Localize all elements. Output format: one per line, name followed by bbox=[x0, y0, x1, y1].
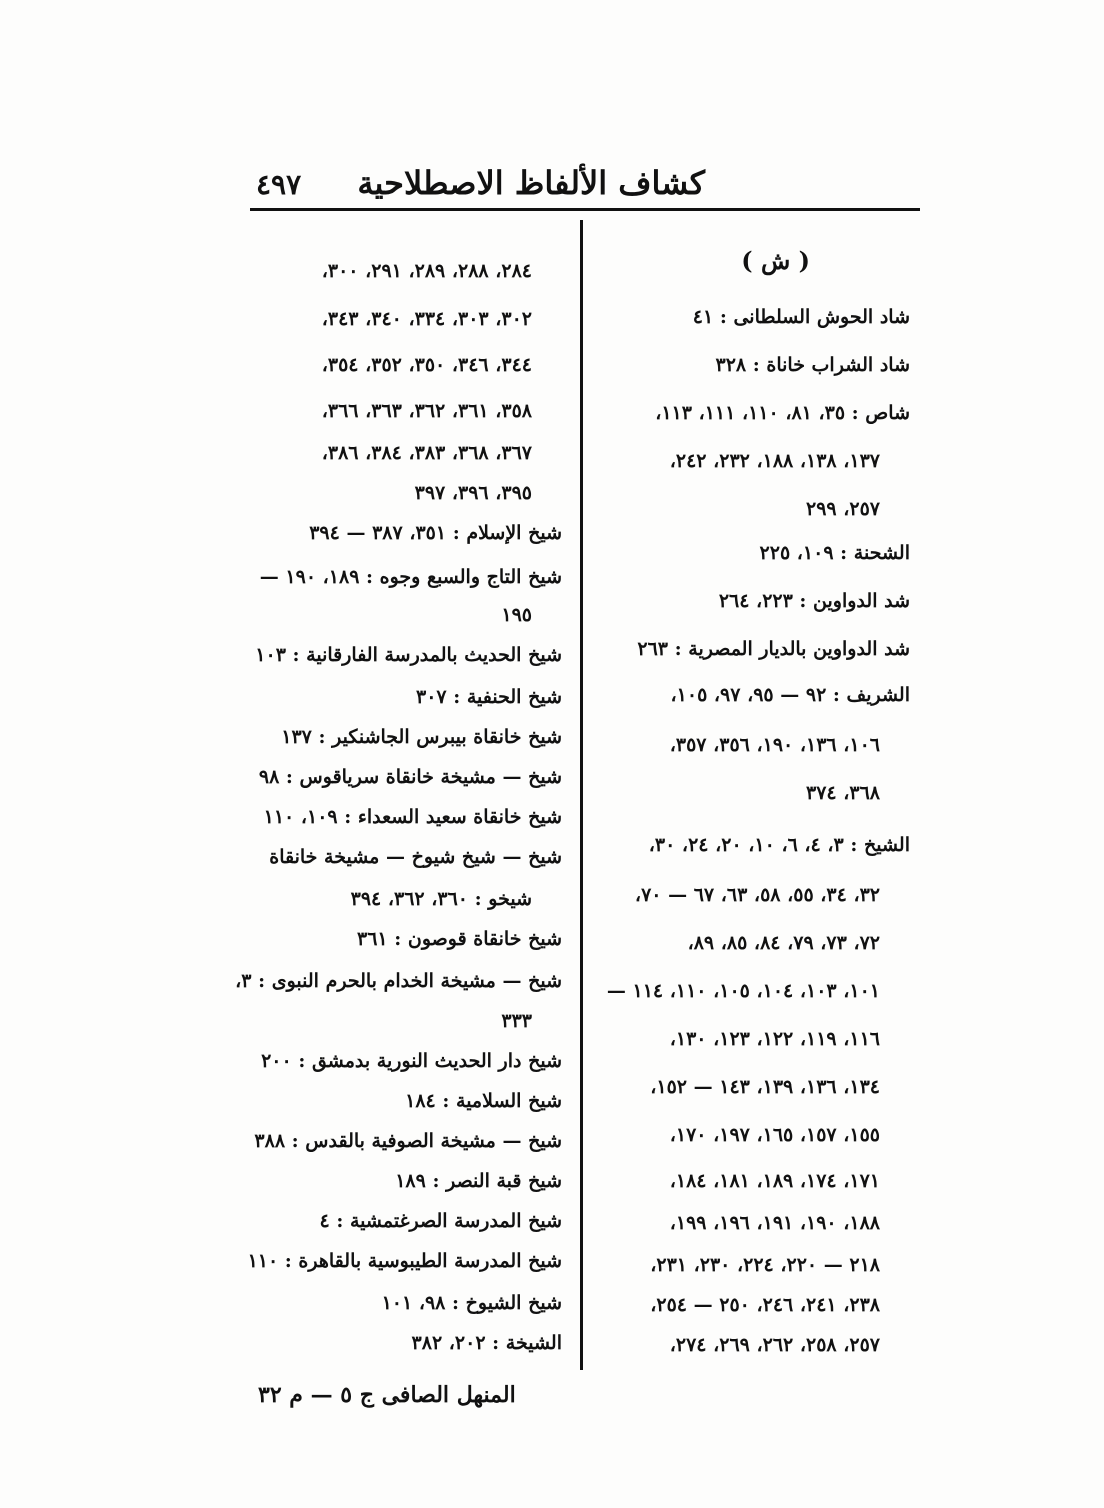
index-entry-continuation: ٣٢، ٣٤، ٥٥، ٥٨، ٦٣، ٦٧ — ٧٠، bbox=[634, 884, 880, 906]
index-entry-continuation: ٣٦٨، ٣٧٤ bbox=[806, 782, 880, 804]
index-entry-continuation: ٣٤٤، ٣٤٦، ٣٥٠، ٣٥٢، ٣٥٤، bbox=[321, 354, 532, 376]
index-entry: شيخ السلامية : ١٨٤ bbox=[405, 1090, 562, 1112]
page-number: ٤٩٧ bbox=[256, 168, 302, 201]
index-entry: شاد الحوش السلطانى : ٤١ bbox=[692, 306, 910, 328]
index-entry-continuation: ١٣٤، ١٣٦، ١٣٩، ١٤٣ — ١٥٢، bbox=[650, 1076, 880, 1098]
index-entry: شيخ الشيوخ : ٩٨، ١٠١ bbox=[381, 1292, 562, 1314]
index-entry: شيخ الحنفية : ٣٠٧ bbox=[416, 686, 562, 708]
index-entry: شيخ — شيخ شيوخ — مشيخة خانقاة bbox=[269, 846, 562, 868]
index-entry: شيخ خانقاة بيبرس الجاشنكير : ١٣٧ bbox=[281, 726, 562, 748]
index-entry-continuation: ٢٣٨، ٢٤١، ٢٤٦، ٢٥٠ — ٢٥٤، bbox=[650, 1294, 880, 1316]
index-entry: شد الدواوين بالديار المصرية : ٢٦٣ bbox=[637, 638, 910, 660]
index-entry-continuation: ٢١٨ — ٢٢٠، ٢٢٤، ٢٣٠، ٢٣١، bbox=[650, 1254, 880, 1276]
index-entry-continuation: ٧٢، ٧٣، ٧٩، ٨٤، ٨٥، ٨٩، bbox=[687, 932, 880, 954]
index-entry: شيخ المدرسة الصرغتمشية : ٤ bbox=[319, 1210, 562, 1232]
index-entry-continuation: ١٠٦، ١٣٦، ١٩٠، ٣٥٦، ٣٥٧، bbox=[669, 734, 880, 756]
index-entry: شاص : ٣٥، ٨١، ١١٠، ١١١، ١١٣، bbox=[655, 402, 910, 424]
index-entry-continuation: ١٩٥ bbox=[501, 604, 532, 626]
index-entry-continuation: ٢٨٤، ٢٨٨، ٢٨٩، ٢٩١، ٣٠٠، bbox=[321, 260, 532, 282]
index-entry-continuation: ١٥٥، ١٥٧، ١٦٥، ١٩٧، ١٧٠، bbox=[669, 1124, 880, 1146]
section-heading: ( ش ) bbox=[741, 246, 810, 275]
index-entry: شيخ خانقاة قوصون : ٣٦١ bbox=[357, 928, 562, 950]
index-entry: الشيخة : ٢٠٢، ٣٨٢ bbox=[411, 1332, 562, 1354]
index-entry: شيخ المدرسة الطيبوسية بالقاهرة : ١١٠ bbox=[247, 1250, 562, 1272]
index-entry: شيخ التاج والسبع وجوه : ١٨٩، ١٩٠ — bbox=[259, 566, 562, 588]
index-entry-continuation: ٢٥٧، ٢٩٩ bbox=[806, 498, 880, 520]
index-entry-continuation: ٣٠٢، ٣٠٣، ٣٣٤، ٣٤٠، ٣٤٣، bbox=[321, 308, 532, 330]
index-entry-continuation: ١٧١، ١٧٤، ١٨٩، ١٨١، ١٨٤، bbox=[669, 1170, 880, 1192]
index-entry-continuation: ١١٦، ١١٩، ١٢٢، ١٢٣، ١٣٠، bbox=[669, 1028, 880, 1050]
page-header bbox=[250, 150, 920, 210]
index-entry-continuation: ٢٥٧، ٢٥٨، ٢٦٢، ٢٦٩، ٢٧٤، bbox=[669, 1334, 880, 1356]
index-entry-continuation: ١٠١، ١٠٣، ١٠٤، ١٠٥، ١١٠، ١١٤ — bbox=[606, 980, 880, 1002]
page-footer: المنهل الصافى ج ٥ — م ٣٢ bbox=[258, 1382, 516, 1408]
index-entry: شاد الشراب خاناة : ٣٢٨ bbox=[715, 354, 910, 376]
index-entry: شيخ الإسلام : ٣٥١، ٣٨٧ — ٣٩٤ bbox=[309, 522, 562, 544]
header-rule bbox=[250, 208, 920, 211]
index-entry-continuation: ٣٩٥، ٣٩٦، ٣٩٧ bbox=[414, 482, 532, 504]
index-entry: الشيخ : ٣، ٤، ٦، ١٠، ٢٠، ٢٤، ٣٠، bbox=[648, 834, 910, 856]
index-entry: الشريف : ٩٢ — ٩٥، ٩٧، ١٠٥، bbox=[670, 684, 910, 706]
index-entry: شد الدواوين : ٢٢٣، ٢٦٤ bbox=[718, 590, 910, 612]
index-entry: شيخ الحديث بالمدرسة الفارقانية : ١٠٣ bbox=[255, 644, 562, 666]
index-entry-continuation: ١٣٧، ١٣٨، ١٨٨، ٢٣٢، ٢٤٢، bbox=[669, 450, 880, 472]
index-entry-continuation: ١٨٨، ١٩٠، ١٩١، ١٩٦، ١٩٩، bbox=[669, 1212, 880, 1234]
column-divider bbox=[580, 220, 583, 1370]
index-entry: شيخ قبة النصر : ١٨٩ bbox=[395, 1170, 562, 1192]
page-title: كشاف الألفاظ الاصطلاحية bbox=[357, 164, 705, 202]
index-entry: شيخ دار الحديث النورية بدمشق : ٢٠٠ bbox=[261, 1050, 562, 1072]
index-entry: شيخ — مشيخة الصوفية بالقدس : ٣٨٨ bbox=[254, 1130, 562, 1152]
index-entry-continuation: ٣٥٨، ٣٦١، ٣٦٢، ٣٦٣، ٣٦٦، bbox=[321, 400, 532, 422]
index-entry: شيخ — مشيخة خانقاة سرياقوس : ٩٨ bbox=[258, 766, 562, 788]
index-entry: شيخ خانقاة سعيد السعداء : ١٠٩، ١١٠ bbox=[263, 806, 562, 828]
index-entry: الشحنة : ١٠٩، ٢٢٥ bbox=[759, 542, 910, 564]
index-entry-continuation: ٣٣٣ bbox=[501, 1010, 532, 1032]
index-entry-continuation: شيخو : ٣٦٠، ٣٦٢، ٣٩٤ bbox=[350, 888, 532, 910]
index-entry: شيخ — مشيخة الخدام بالحرم النبوى : ٣، bbox=[235, 970, 562, 992]
index-entry-continuation: ٣٦٧، ٣٦٨، ٣٨٣، ٣٨٤، ٣٨٦، bbox=[321, 442, 532, 464]
